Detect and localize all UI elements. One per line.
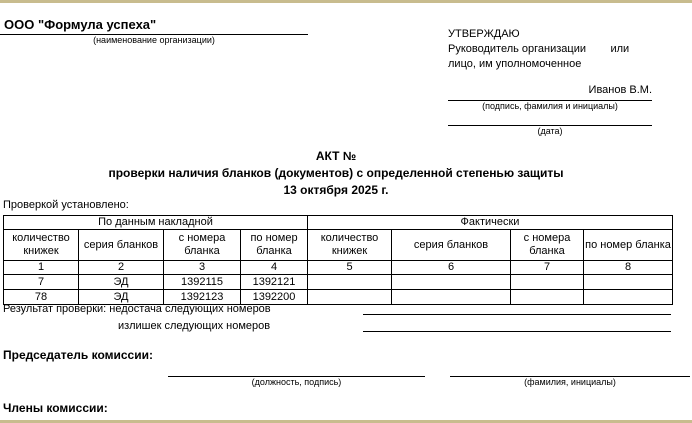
cell-to-number-invoice[interactable]: 1392121 <box>241 275 308 290</box>
approval-word: УТВЕРЖДАЮ <box>448 28 520 40</box>
chairman-position-caption: (должность, подпись) <box>251 377 342 387</box>
cell-quantity-invoice[interactable]: 7 <box>4 275 79 290</box>
column-number-6: 6 <box>392 261 511 275</box>
cell-to-number-actual[interactable] <box>584 290 673 305</box>
group-header-invoice: По данным накладной <box>4 216 308 230</box>
column-number-7: 7 <box>511 261 584 275</box>
column-header-to-number-invoice: по номер бланка <box>241 230 308 261</box>
approval-line-1: Руководитель организации или <box>448 43 630 55</box>
table-row[interactable] <box>4 275 673 290</box>
cell-series-invoice[interactable]: ЭД <box>79 290 164 305</box>
members-label: Члены комиссии: <box>3 401 108 415</box>
result-surplus-field[interactable] <box>363 331 671 332</box>
approval-line-2: лицо, им уполномоченное <box>448 58 582 70</box>
column-number-4: 4 <box>241 261 308 275</box>
column-number-8: 8 <box>584 261 673 275</box>
cell-from-number-actual[interactable] <box>511 275 584 290</box>
intro-text: Проверкой установлено: <box>3 199 129 211</box>
cell-quantity-actual[interactable] <box>308 290 392 305</box>
cell-from-number-invoice[interactable]: 1392123 <box>164 290 241 305</box>
date-caption: (дата) <box>537 126 563 136</box>
group-header-actual: Фактически <box>308 216 673 230</box>
result-shortage-field[interactable] <box>363 314 671 315</box>
column-number-1: 1 <box>4 261 79 275</box>
cell-to-number-invoice[interactable]: 1392200 <box>241 290 308 305</box>
column-header-from-number-invoice: с номера бланка <box>164 230 241 261</box>
organization-name: ООО "Формула успеха" <box>4 17 157 32</box>
document-date: 13 октября 2025 г. <box>283 183 389 197</box>
table-column-number-row <box>4 261 673 275</box>
cell-to-number-actual[interactable] <box>584 275 673 290</box>
table-column-header-row <box>4 230 673 261</box>
column-header-series-actual: серия бланков <box>392 230 511 261</box>
column-number-2: 2 <box>79 261 164 275</box>
chairman-name-caption: (фамилия, инициалы) <box>524 377 616 387</box>
cell-series-actual[interactable] <box>392 290 511 305</box>
column-number-5: 5 <box>308 261 392 275</box>
column-header-quantity-invoice: количество книжек <box>4 230 79 261</box>
result-surplus-label: излишек следующих номеров <box>118 320 271 332</box>
chairman-label: Председатель комиссии: <box>3 348 153 362</box>
column-header-quantity-actual: количество книжек <box>308 230 392 261</box>
table-group-header-row <box>4 216 673 230</box>
cell-quantity-invoice[interactable]: 78 <box>4 290 79 305</box>
approval-block <box>448 27 692 72</box>
inspection-table <box>3 215 673 305</box>
cell-quantity-actual[interactable] <box>308 275 392 290</box>
document-title: АКТ № <box>315 149 357 163</box>
column-header-from-number-actual: с номера бланка <box>511 230 584 261</box>
document-subtitle: проверки наличия бланков (документов) с определенной степенью защиты <box>108 166 564 180</box>
cell-from-number-invoice[interactable]: 1392115 <box>164 275 241 290</box>
column-header-to-number-actual: по номер бланка <box>584 230 673 261</box>
cell-series-invoice[interactable]: ЭД <box>79 275 164 290</box>
organization-caption: (наименование организации) <box>93 35 215 45</box>
cell-from-number-actual[interactable] <box>511 290 584 305</box>
signature-caption: (подпись, фамилия и инициалы) <box>482 101 618 111</box>
column-number-3: 3 <box>164 261 241 275</box>
result-shortage-label: Результат проверки: недостача следующих номеров <box>3 303 271 315</box>
signer-name: Иванов В.М. <box>588 84 652 96</box>
cell-series-actual[interactable] <box>392 275 511 290</box>
column-header-series-invoice: серия бланков <box>79 230 164 261</box>
